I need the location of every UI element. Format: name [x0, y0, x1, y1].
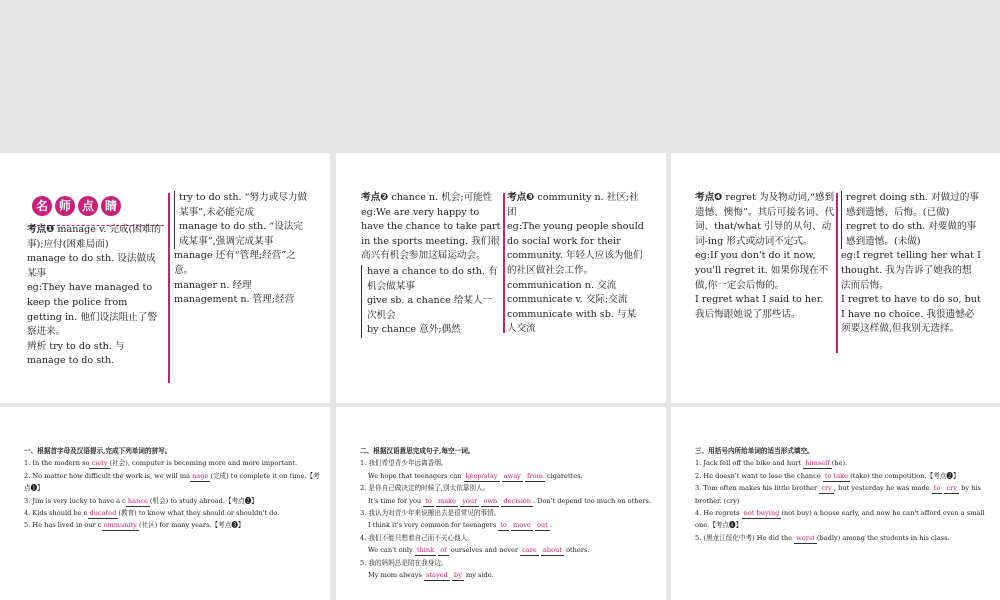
kaodian-3-word: communicate v. 交际;交流	[507, 294, 628, 306]
note-example: I regret to have to do so, but I have no choice. 我很遗憾必须要这样做,但我别无选择。	[841, 294, 981, 335]
answer-blank: ducated	[89, 509, 117, 518]
exercise-1-title: 一、根据首字母及汉语提示,完成下列单词的拼写。	[24, 447, 172, 455]
question-text: 5. (黑龙江绥化中考) He did the	[695, 533, 792, 542]
answer-blank: keep/stay	[465, 471, 498, 480]
answer-blank: himself	[805, 459, 830, 468]
exercise-2-title: 二、根据汉语意思完成句子,每空一词。	[360, 447, 475, 455]
panel-exercise-1	[0, 407, 330, 600]
divider-bar	[503, 193, 505, 333]
question	[360, 470, 656, 482]
question-text: (社会), computer is becoming more and more important.	[109, 459, 298, 468]
question	[695, 532, 989, 544]
question	[24, 507, 320, 519]
kaodian-1-title: 考点❶	[27, 224, 55, 235]
answer-blank: cry	[946, 484, 958, 493]
kaodian-4-title: 考点❹	[695, 192, 723, 203]
kaodian-4-example: I regret what I said to her. 我后悔跟她说了那些话。	[695, 294, 824, 320]
answer-blank: to	[500, 521, 507, 530]
exercise-3-title: 三、用括号内所给单词的适当形式填空。	[695, 447, 814, 455]
panel-top-left	[0, 153, 330, 403]
exercise-3	[695, 445, 989, 544]
question-text: (badly) among the students in his class.	[816, 533, 950, 542]
question-text: It's time for you	[368, 496, 422, 505]
kaodian-2	[361, 191, 501, 338]
kaodian-1-notes	[174, 191, 310, 308]
kaodian-4	[695, 191, 835, 322]
note-example: eg:I regret telling her what I thought. 我为告诉了她我的想法而后悔。	[841, 250, 981, 291]
question-text: 2. He doesn't want to lose the chance	[695, 471, 821, 480]
exercise-2	[360, 445, 656, 581]
answer-blank: your	[462, 496, 478, 505]
question-text: (教育) to know what they should or shouldn't do.	[118, 509, 280, 518]
answer-blank: not buying	[743, 509, 780, 518]
question-text: (he).	[831, 459, 848, 468]
question-text: 1. In the modern so	[24, 459, 90, 468]
answer-blank: ommunity	[103, 521, 138, 530]
answer-blank: to	[425, 496, 432, 505]
kaodian-2-example: eg:We are very happy to have the chance to take part in the sports meeting. 我们很高兴有机会参加这届运动会。	[361, 206, 501, 262]
question	[360, 495, 656, 507]
question-text: 5. He has lived in our c	[24, 521, 102, 530]
question-text: 2. No matter how difficult the work is, we will ma	[24, 471, 191, 480]
question	[695, 507, 989, 532]
question	[360, 569, 656, 581]
question-text: 3. Jim is very lucky to have a c	[24, 496, 126, 505]
question	[360, 544, 656, 556]
question	[695, 482, 989, 507]
question-text: 1. Jack fell off the bike and hurt	[695, 459, 802, 468]
question	[695, 457, 989, 469]
question-text: others.	[566, 546, 590, 555]
question-text: We hope that teenagers can	[368, 471, 462, 480]
answer-blank: decision	[503, 496, 532, 505]
question-text: (take) the competition.【考点❷】	[850, 471, 960, 480]
exercise-1	[24, 445, 320, 532]
answer-blank: cry	[821, 484, 832, 493]
question-text: (not buy) a house early, and now he can't afford even a small one.【考点❹】	[695, 509, 985, 530]
kaodian-4-notes	[841, 191, 981, 337]
divider-bar	[836, 193, 838, 353]
question-text: (机会) to study abroad.【考点❷】	[149, 496, 258, 505]
brace-item: manage to do sth. “设法完成某事”,强调完成某事	[174, 220, 310, 249]
question-text: My mom always	[368, 571, 422, 580]
note-text: manage 还有“管理;经营”之意。	[174, 250, 296, 276]
brace-item: by chance 意外;偶然	[367, 324, 461, 336]
kaodian-3-word: communicate with sb. 与某人交流	[507, 308, 637, 335]
question-text: my side.	[465, 571, 494, 580]
question-text: . Don't depend too much on others.	[533, 496, 652, 505]
question-text: 4. He regrets	[695, 509, 740, 518]
question-text: We can't only	[368, 546, 413, 555]
kaodian-1-example: eg:They have managed to keep the police from getting in. 他们设法阻止了警察进来。	[27, 282, 158, 338]
brace-item: regret to do sth. 对要做的事感到遗憾。(未做)	[841, 220, 981, 249]
question-text: cigarettes.	[546, 471, 583, 480]
question-cn: 2. 是你自己做决定的时候了,别太依靠别人。	[360, 484, 490, 493]
kaodian-2-def: chance n. 机会;可能性	[391, 192, 493, 203]
question-text: (社区) for many years.【考点❸】	[139, 521, 245, 530]
question	[695, 470, 989, 482]
question-cn: 5. 我的妈妈总是陪在我身边。	[360, 558, 448, 567]
panel-exercise-3	[671, 407, 1000, 600]
kaodian-3-def: community n. 社区;社团	[507, 192, 639, 218]
answer-blank: stayed	[425, 571, 448, 580]
answer-blank: make	[438, 496, 457, 505]
answer-blank: about	[542, 546, 562, 555]
answer-blank: care	[522, 546, 537, 555]
answer-blank: worst	[796, 533, 815, 542]
question-text: ourselves and never	[450, 546, 519, 555]
brace-item: try to do sth. “努力或尽力做某事”,未必能完成	[174, 191, 310, 220]
answer-blank: from	[527, 471, 543, 480]
brace-item: give sb. a chance 给某人一次机会	[367, 295, 493, 321]
answer-blank: out	[536, 521, 548, 530]
question-text: .	[549, 521, 552, 530]
kaodian-1	[27, 223, 163, 369]
divider-bar	[168, 193, 170, 383]
kaodian-1-phrase: manage to do sth. 设法做成某事	[27, 253, 156, 279]
panel-exercise-2	[336, 407, 666, 600]
answer-blank: ciety	[91, 459, 108, 468]
question-text: (完成) to complete it on time.【考点❶】	[24, 471, 320, 493]
heading-char: 师	[55, 196, 75, 216]
answer-blank: to	[933, 484, 941, 493]
question-text: I think it's very common for teenagers	[368, 521, 497, 530]
question	[24, 470, 320, 495]
question-text: 3. Tom often makes his little brother	[695, 484, 818, 493]
question	[24, 457, 320, 469]
note-text: manager n. 经理	[174, 279, 252, 291]
kaodian-3	[507, 191, 645, 337]
question-text: , but yesterday he was made	[833, 484, 930, 493]
question-text: by his brother. (cry)	[695, 484, 981, 505]
kaodian-3-word: communication n. 交流	[507, 279, 617, 291]
kaodian-1-def: manage v. 完成(困难的事);应付(困难局面)	[27, 224, 162, 250]
question-cn: 3. 我认为对青少年来说搬出去是很常见的事情。	[360, 509, 501, 518]
answer-blank: to take	[824, 471, 849, 480]
question-cn: 4. 我们不能只想着自己而不关心他人。	[360, 533, 474, 542]
heading-char: 睛	[101, 196, 121, 216]
answer-blank: own	[483, 496, 498, 505]
heading-char: 名	[32, 196, 52, 216]
answer-blank: of	[440, 546, 447, 555]
answer-blank: hance	[127, 496, 148, 505]
kaodian-1-compare: 辨析 try to do sth. 与 manage to do sth.	[27, 340, 125, 367]
answer-blank: think	[416, 546, 435, 555]
question	[360, 519, 656, 531]
answer-blank: away	[503, 471, 521, 480]
question	[24, 519, 320, 531]
kaodian-4-def: regret 为及物动词,“感到遗憾、懊悔”。其后可接名词、代词、that/what 引导的从句、动词-ing 形式或动词不定式。	[695, 192, 835, 247]
panel-top-middle	[336, 153, 666, 403]
kaodian-4-example: eg:If you don't do it now, you'll regret it. 如果你现在不做,你一定会后悔的。	[695, 250, 829, 291]
question-cn: 1. 我们希望青少年远离香烟。	[360, 459, 448, 468]
question	[24, 495, 320, 507]
note-text: management n. 管理;经营	[174, 294, 295, 306]
heading-badge	[32, 195, 124, 216]
kaodian-2-title: 考点❷	[361, 192, 389, 203]
answer-blank: by	[453, 571, 462, 580]
kaodian-3-title: 考点❸	[507, 192, 535, 203]
brace-item: have a chance to do sth. 有机会做某事	[367, 265, 498, 292]
brace-item: regret doing sth. 对做过的事感到遗憾、后悔。(已做)	[841, 191, 981, 220]
heading-char: 点	[78, 196, 98, 216]
panel-top-right	[671, 153, 1000, 403]
kaodian-3-example: eg:The young people should do social work for their community. 年轻人应该为他们的社区做社会工作。	[507, 221, 644, 276]
answer-blank: nage	[192, 471, 209, 480]
question-text: 4. Kids should be e	[24, 509, 88, 518]
answer-blank: move	[512, 521, 531, 530]
